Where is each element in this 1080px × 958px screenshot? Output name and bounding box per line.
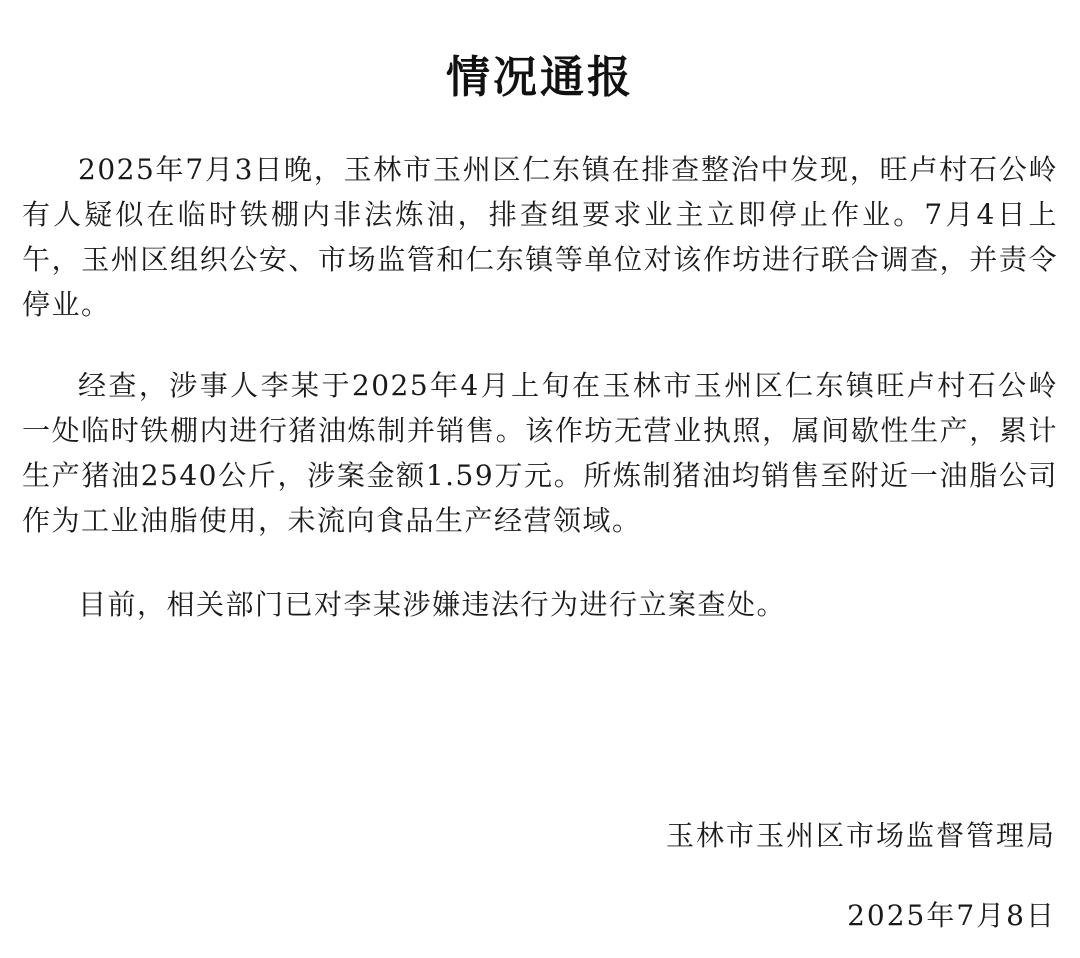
paragraph-current-status: 目前，相关部门已对李某涉嫌违法行为进行立案查处。 <box>78 588 787 621</box>
issuing-authority: 玉林市玉州区市场监督管理局 <box>665 819 1056 852</box>
paragraph-incident: 2025年7月3日晚，玉林市玉州区仁东镇在排查整治中发现，旺卢村石公岭有人疑似在临时铁棚内非法炼油，排查组要求业主立即停止作业。7月4日上午，玉州区组织公安、市场监管和仁东镇等单位对该作坊进行联合调查，并责令停业。 <box>22 153 1058 321</box>
issue-date: 2025年7月8日 <box>847 899 1056 932</box>
paragraph-investigation: 经查，涉事人李某于2025年4月上旬在玉林市玉州区仁东镇旺卢村石公岭一处临时铁棚内进行猪油炼制并销售。该作坊无营业执照，属间歇性生产，累计生产猪油2540公斤，涉案金额1.59万元。所炼制猪油均销售至附近一油脂公司作为工业油脂使用，未流向食品生产经营领域。 <box>22 369 1058 537</box>
document-title: 情况通报 <box>446 52 634 103</box>
